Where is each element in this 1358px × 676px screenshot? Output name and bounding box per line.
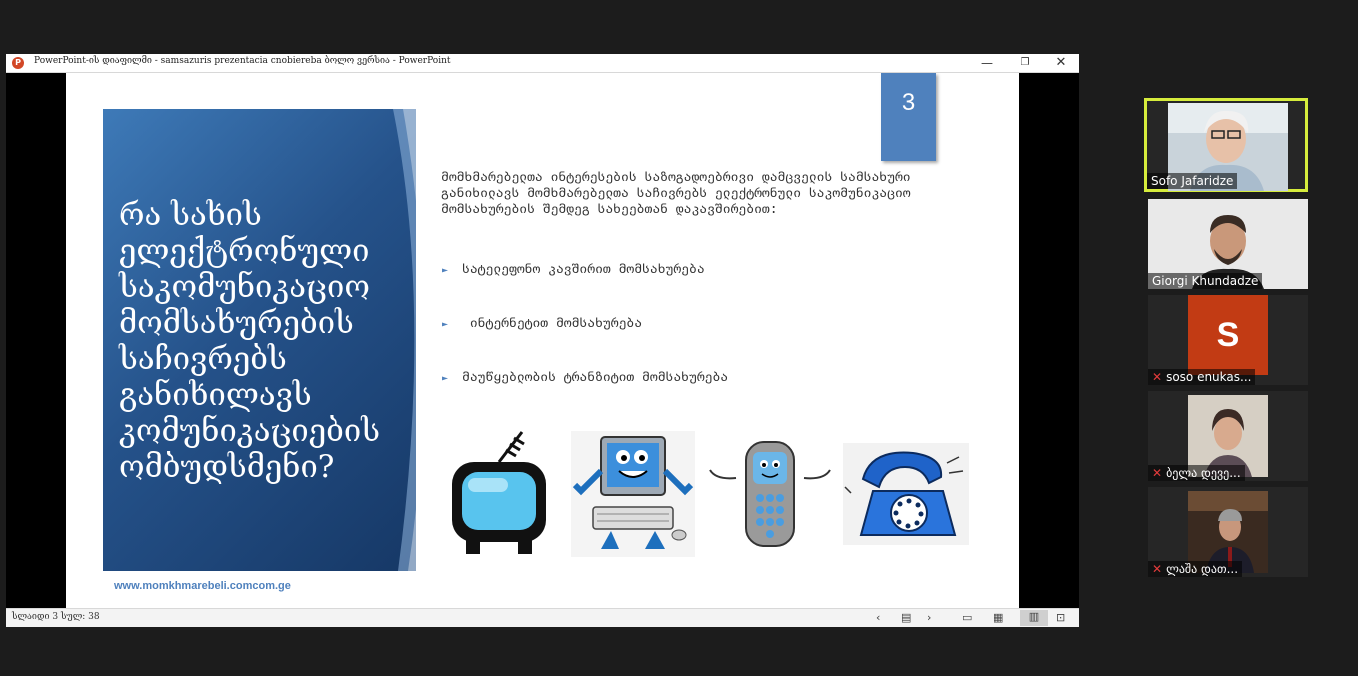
tv-icon xyxy=(444,428,554,558)
muted-mic-icon: ✕ xyxy=(1152,562,1163,576)
participant-tile[interactable] xyxy=(1148,391,1308,481)
intro-paragraph: მომხმარებელთა ინტერესების საზოგადოებრივი დამცველის სამსახური განიხილავს მომხმარებელთა საჩივრებს ელექტრონული საკომუნიკაციო მომსახურების შემდეგ სახეებთან დაკავშირებით: xyxy=(441,170,911,217)
minimize-button[interactable]: — xyxy=(981,56,993,70)
bullet-arrow-icon: ► xyxy=(442,319,449,330)
slide-title: რა სახის ელექტრონული საკომუნიკაციო მომსახურების საჩივრებს განიხილავს კომუნიკაციების ომბუდსმენი? xyxy=(119,197,381,485)
bullet-text: სატელეფონო კავშირით მომსახურება xyxy=(462,262,705,277)
slide-counter: სლაიდი 3 სულ: 38 xyxy=(12,612,100,622)
muted-mic-icon: ✕ xyxy=(1152,370,1163,384)
participant-tile[interactable] xyxy=(1148,487,1308,577)
participant-name-tag xyxy=(1148,465,1245,481)
participant-avatar: S xyxy=(1188,295,1268,375)
participant-name: Sofo Jafaridze xyxy=(1147,173,1237,189)
slide-number: 3 xyxy=(901,89,916,116)
website-link[interactable]: www.momkhmarebeli.comcom.ge xyxy=(114,580,291,592)
participant-name: ბელა დევე... xyxy=(1166,466,1241,480)
bullet-item xyxy=(442,370,728,385)
bullet-item xyxy=(442,262,705,277)
participant-name: soso enukas... xyxy=(1166,370,1252,384)
slide-sorter-icon[interactable]: ▦ xyxy=(993,611,1004,624)
reading-view-icon[interactable]: ▥ xyxy=(1020,610,1048,626)
title-panel xyxy=(103,109,416,571)
computer-icon xyxy=(571,431,695,557)
normal-view-icon[interactable]: ▭ xyxy=(962,611,973,624)
previous-slide-icon[interactable]: ‹ xyxy=(876,611,881,624)
participant-name: Giorgi Khundadze xyxy=(1148,273,1262,289)
slide-number-box xyxy=(881,73,936,161)
participant-name-tag xyxy=(1148,561,1242,577)
slide-menu-icon[interactable]: ▤ xyxy=(901,611,912,624)
participant-tile[interactable] xyxy=(1148,295,1308,385)
muted-mic-icon: ✕ xyxy=(1152,466,1163,480)
participant-tile[interactable] xyxy=(1144,98,1308,192)
participant-name-tag xyxy=(1148,369,1255,385)
slideshow-icon[interactable]: ⊡ xyxy=(1056,611,1066,624)
powerpoint-icon: P xyxy=(12,57,24,69)
rotary-phone-icon xyxy=(843,443,969,545)
bullet-arrow-icon: ► xyxy=(442,265,449,276)
participant-tile[interactable] xyxy=(1148,199,1308,289)
slide[interactable] xyxy=(66,73,1019,608)
window-title: PowerPoint-ის დიაფილმი - samsazuris prezentacia cnobiereba ბოლო ვერსია - PowerPoint xyxy=(34,56,451,66)
title-bar[interactable] xyxy=(6,54,1079,73)
close-button[interactable]: ✕ xyxy=(1055,55,1067,70)
participant-name: ლაშა დათ... xyxy=(1166,562,1239,576)
powerpoint-window xyxy=(6,54,1079,626)
status-bar xyxy=(6,608,1079,627)
bullet-arrow-icon: ► xyxy=(442,373,449,384)
bullet-item xyxy=(442,316,642,331)
mobile-phone-icon xyxy=(706,438,834,548)
maximize-button[interactable]: ❐ xyxy=(1020,57,1030,68)
bullet-text: მაუწყებლობის ტრანზიტით მომსახურება xyxy=(462,370,729,385)
slideshow-stage xyxy=(6,73,1079,608)
bullet-text: ინტერნეტით მომსახურება xyxy=(462,316,643,331)
next-slide-icon[interactable]: › xyxy=(927,611,932,624)
